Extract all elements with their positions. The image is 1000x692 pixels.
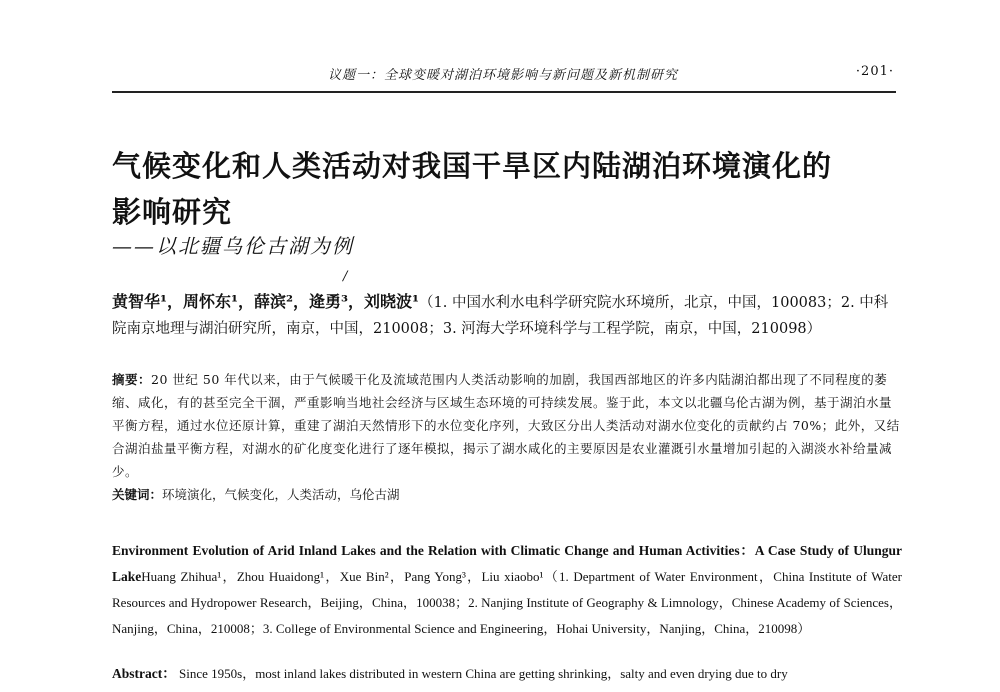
abstract-en	[112, 664, 902, 684]
author-names-cn: 黄智华¹，周怀东¹，薛滨²，逄勇³，刘晓波¹	[112, 292, 420, 311]
author-names-en: Huang Zhihua¹，Zhou Huaidong¹，Xue Bin²，Pang Yong³，Liu xiaobo¹	[141, 569, 544, 584]
abstract-text-en: Since 1950s，most inland lakes distributed in western China are getting shrinking，salty and even drying due to dry	[179, 666, 788, 681]
abstract-text-cn: 20 世纪 50 年代以来，由于气候暖干化及流域范围内人类活动影响的加剧，我国西部地区的许多内陆湖泊都出现了不同程度的萎缩、咸化，有的甚至完全干涸，严重影响当地社会经济与区域生态环境的可持续发展。鉴于此，本文以北疆乌伦古湖为例，基于湖泊水量平衡方程，通过水位还原计算，重建了湖泊天然情形下的水位变化序列，大致区分出人类活动对湖水位变化的贡献约占 70%；此外，又结合湖泊盐量平衡方程，对湖水的矿化度变化进行了逐年模拟，揭示了湖水咸化的主要原因是农业灌溉引水量增加引起的入湖淡水补给量减少。	[112, 372, 900, 479]
abstract-label-en: Abstract：	[112, 666, 176, 681]
paper-subtitle-cn: ——以北疆乌伦古湖为例	[112, 234, 354, 258]
title-line-2: 影响研究	[112, 195, 233, 229]
title-line-1: 气候变化和人类活动对我国干旱区内陆湖泊环境演化的	[112, 149, 833, 183]
keywords-text-cn: 环境演化，气候变化，人类活动，乌伦古湖	[162, 487, 400, 502]
paper-title-en: Environment Evolution of Arid Inland Lakes and the Relation with Climatic Change and Human Activities：A Case Study of Ulungur Lake	[112, 543, 902, 584]
running-title: 议题一：全球变暖对湖泊环境影响与新问题及新机制研究	[327, 68, 678, 83]
paper-title-cn	[112, 143, 872, 235]
abstract-cn	[112, 368, 900, 483]
header-rule	[112, 91, 896, 93]
keywords-cn	[112, 483, 900, 506]
page-number: ·201·	[855, 64, 894, 79]
affiliations-cn: （1. 中国水利水电科学研究院水环境所，北京，中国，100083；2. 中科院南京地理与湖泊研究所，南京，中国，210008；3. 河海大学环境科学与工程学院，南京，中国，210098）	[112, 295, 889, 337]
affiliations-en: （1. Department of Water Environment，China Institute of Water Resources and Hydropower Research，Beijing，China，100038；2. Nanjing Institute of Geography & Limnology，Chinese Academy of Sciences，Nanjing，China，210008；3. College of Environmental Science and Engineering，Hohai University，Nanjing，China，210098）	[112, 569, 902, 636]
keywords-label-cn: 关键词：	[112, 487, 163, 502]
authors-affiliations-cn	[112, 289, 898, 342]
handwritten-mark: /	[343, 269, 348, 284]
abstract-label-cn: 摘要：	[112, 372, 152, 387]
title-authors-en	[112, 538, 902, 642]
running-header	[112, 60, 894, 86]
